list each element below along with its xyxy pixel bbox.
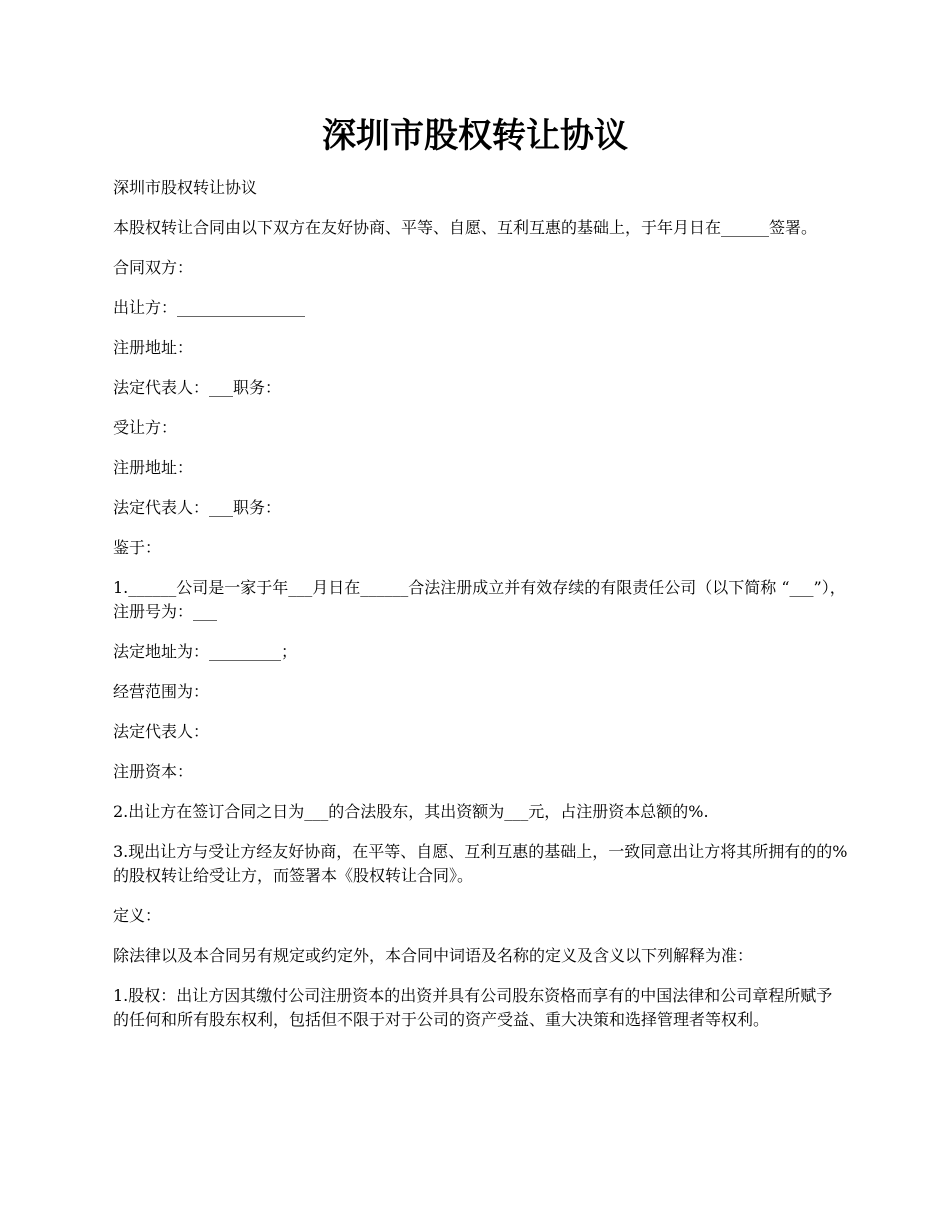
paragraph: 定义： (113, 906, 162, 925)
paragraph: 受让方： (113, 418, 178, 437)
paragraph: 注册地址： (113, 338, 194, 357)
paragraph: 除法律以及本合同另有规定或约定外，本合同中词语及名称的定义及含义以下列解释为准： (113, 946, 754, 965)
paragraph: 经营范围为： (113, 682, 210, 701)
paragraph: 合同双方： (113, 258, 194, 277)
document-body (113, 176, 848, 1048)
paragraph: 注册地址： (113, 458, 194, 477)
paragraph: 法定代表人： (113, 722, 210, 741)
paragraph: 注册资本： (113, 762, 194, 781)
paragraph: 本股权转让合同由以下双方在友好协商、平等、自愿、互利互惠的基础上，于年月日在______签署。 (113, 218, 818, 237)
document-title: 深圳市股权转让协议 (322, 116, 628, 156)
paragraph: 2.出让方在签订合同之日为___的合法股东，其出资额为___元，占注册资本总额的%. (113, 802, 709, 821)
paragraph: 1.______公司是一家于年___月日在______合法注册成立并有效存续的有限责任公司（以下简称 “___”），注册号为：___ (113, 578, 846, 621)
paragraph: 鉴于： (113, 538, 162, 557)
paragraph: 法定地址为：_________； (113, 642, 298, 661)
paragraph: 3.现出让方与受让方经友好协商，在平等、自愿、互利互惠的基础上，一致同意出让方将其所拥有的的%的股权转让给受让方，而签署本《股权转让合同》。 (113, 842, 848, 885)
paragraph: 深圳市股权转让协议 (113, 178, 258, 197)
paragraph: 法定代表人：___职务： (113, 498, 282, 517)
paragraph: 1.股权：出让方因其缴付公司注册资本的出资并具有公司股东资格而享有的中国法律和公司章程所赋予的任何和所有股东权利，包括但不限于对于公司的资产受益、重大决策和选择管理者等权利。 (113, 986, 833, 1029)
paragraph: 法定代表人：___职务： (113, 378, 282, 397)
paragraph: 出让方：________________ (113, 298, 306, 317)
